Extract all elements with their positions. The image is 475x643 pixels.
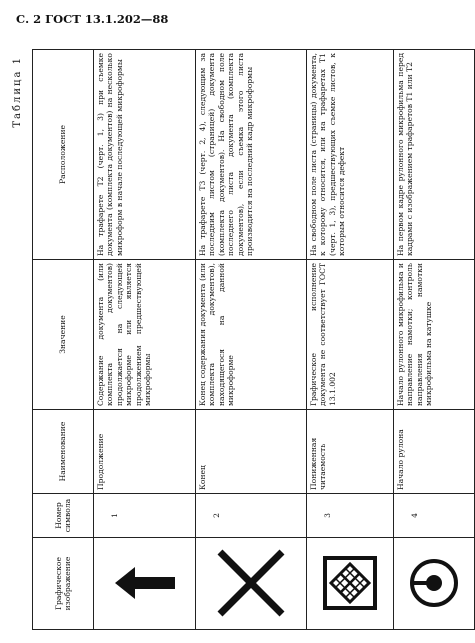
symbol-cell <box>94 538 196 630</box>
symbol-number: 4 <box>394 494 475 538</box>
symbol-number: 2 <box>196 494 307 538</box>
symbol-number: 3 <box>307 494 394 538</box>
table-header-row <box>33 50 94 630</box>
symbol-location: На первом кадре рулонного микрофильма перед кадрами с изображением трафаретов Т1 или Т2 <box>394 50 475 260</box>
symbol-meaning: Графическое исполнение документа не соответствует ГОСТ 13.1.002 <box>307 260 394 410</box>
symbol-name: Продолжение <box>94 410 196 494</box>
table-row <box>307 50 394 630</box>
rotated-table-area <box>12 50 434 630</box>
symbol-name: Начало рулона <box>394 410 475 494</box>
table-row <box>394 50 475 630</box>
symbol-location: На трафарете Т2 (черт. 1, 3) при съемке документа (комплекта документов) на несколько микроформ в начале последующей микроформы <box>94 50 196 260</box>
arrow-up-icon <box>113 562 177 606</box>
symbol-cell <box>307 538 394 630</box>
symbol-name: Конец <box>196 410 307 494</box>
page-header: С. 2 ГОСТ 13.1.202—88 <box>16 12 169 26</box>
symbol-meaning: Начало рулонного микрофильма и направление намотки; контроль направления намотки микрофильма на катушке <box>394 260 475 410</box>
col-header-number: Номер символа <box>33 494 94 538</box>
table-row <box>196 50 307 630</box>
symbol-location: На свободном поле листа (страницы) документа, к которому относится, или на трафаретах Т1 (черт. 1, 3), предшествующих съемке листов, к которым относится дефект <box>307 50 394 260</box>
symbol-number: 1 <box>94 494 196 538</box>
reduced-readability-icon <box>322 556 378 612</box>
symbol-meaning: Конец содержания документа (или комплекта документов), находящегося на данной микроформе <box>196 260 307 410</box>
symbol-cell <box>394 538 475 630</box>
symbols-table <box>32 49 475 630</box>
table-caption: Таблица 1 <box>12 56 23 128</box>
col-header-name: Наименование <box>33 410 94 494</box>
symbol-cell <box>196 538 307 630</box>
col-header-image: Графическое изображение <box>33 538 94 630</box>
col-header-location: Расположение <box>33 50 94 260</box>
symbol-meaning: Содержание документа (или комплекта документов) продолжается на следующей микроформе или является продолжением предшествующей микроформы <box>94 260 196 410</box>
col-header-meaning: Значение <box>33 260 94 410</box>
roll-start-icon <box>408 558 460 610</box>
symbol-name: Пониженная читаемость <box>307 410 394 494</box>
cross-icon <box>216 549 286 619</box>
symbol-location: На трафарете Т3 (черт. 2, 4), следующим за последним листом (страницей) документа (комплекта документов). На свободном поле последнего листа документа (комплекта документов), если съемка этого листа производится на последний кадр микроформы <box>196 50 307 260</box>
table-row <box>94 50 196 630</box>
